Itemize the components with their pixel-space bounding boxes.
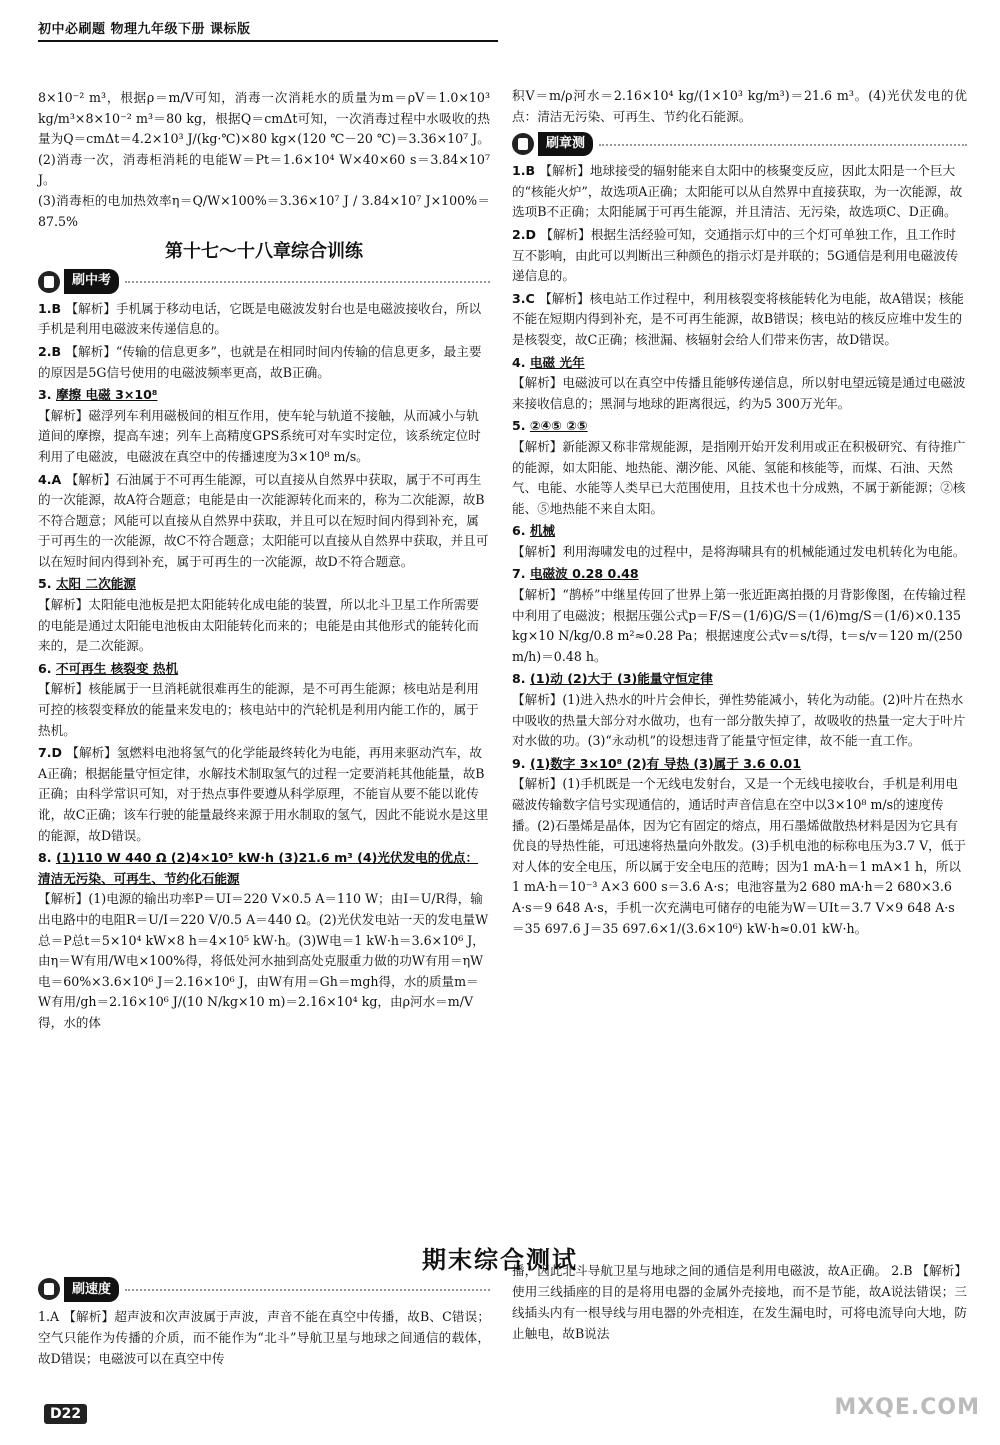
final-exam-title: 期末综合测试: [422, 1246, 578, 1274]
item-explanation: 【解析】氢燃料电池将氢气的化学能最终转化为电能，再用来驱动汽车，故A正确；根据能量守恒定律，水解技术制取氢气的过程一定要消耗其他能量，故B正确；由科学常识可知，对于热点事件要遵从科学原理，不能盲从要不能以讹传讹，故C正确；该车行驶的能量最终来源于用水制取的氢气，因此不能说水是这里的能源，故D错误。: [38, 745, 489, 843]
item-answer: (1)动 (2)大于 (3)能量守恒定律: [529, 671, 713, 687]
answer-item: [38, 574, 490, 656]
item-number: 8.: [512, 671, 530, 687]
badge-label: 刷速度: [64, 1277, 119, 1302]
answer-item: [512, 754, 967, 939]
brush-icon: [512, 133, 534, 155]
left-answer-list: [38, 299, 490, 1034]
section-badge-sudu: [38, 1276, 490, 1302]
brush-icon: [38, 271, 60, 293]
item-number: 1.B: [38, 300, 66, 316]
chapter-title: 第十七～十八章综合训练: [165, 241, 363, 263]
item-answer: 电磁波 0.28 0.48: [529, 566, 639, 582]
item-explanation: 【解析】根据生活经验可知，交通指示灯中的三个灯可单独工作，且工作时互不影响，由此可以判断出三种颜色的指示灯是并联的；5G通信是利用电磁波传递信息的。: [512, 226, 959, 284]
answer-item: [512, 669, 967, 751]
item-explanation: 【解析】地球接受的辐射能来自太阳中的核聚变反应，因此太阳是一个巨大的“核能火炉”，故选项A正确；太阳能可以从自然界中直接获取，为一次能源，故选项B不正确；太阳能属于可再生能源，并且清洁、无污染，故选项C、D正确。: [512, 163, 963, 220]
bottom-right-text: 播，因此北斗导航卫星与地球之间的通信是利用电磁波，故A正确。 2.B 【解析】使用三线插座的目的是将用电器的金属外壳接地，而不是节能，故A说法错误；三线插头内有一根导线与用电器的外壳相连，在发生漏电时，可将电流导向大地，防止触电，故B说法: [512, 1263, 967, 1341]
item-explanation: 【解析】(1)手机既是一个无线电发射台，又是一个无线电接收台，手机是利用电磁波传输数字信号实现通信的，通话时声音信息在空中以3×10⁸ m/s的速度传播。(2)石墨烯是晶体，因为它有固定的熔点，用石墨烯做散热材料是因为它具有优良的导热性能，可迅速将热量向外散发。(3)手机电池的标称电压为3.7 V，低于对人体的安全电压，所以属于安全电压的范畴；因为1 mA·h＝1 mA×1 h，所以1 mA·h＝10⁻³ A×3 600 s＝3.6 A·s；电池容量为2 680 mA·h＝2 680×3.6 A·s＝9 648 A·s，手机一次充满电可储存的电能为W＝UIt＝3.7 V×9 648 A·s＝35 697.6 J＝35 697.6×1/(3.6×10⁶) kW·h≈0.01 kW·h。: [512, 776, 966, 936]
watermark: MXQE.COM: [834, 1395, 980, 1420]
item-explanation: 【解析】新能源又称非常规能源，是指刚开始开发利用或正在积极研究、有待推广的能源，如太阳能、地热能、潮汐能、风能、氢能和核能等，而煤、石油、天然气、电能、水能等人类早已大范围使用，且技术也十分成熟，不属于新能源；②核能、⑤地热能不来自太阳。: [512, 438, 966, 516]
answer-item: [38, 470, 490, 573]
badge-label: 刷中考: [64, 269, 119, 294]
item-answer: (1)数字 3×10⁸ (2)有 导热 (3)属于 3.6 0.01: [529, 755, 801, 771]
answer-item: [512, 225, 967, 287]
page-header: 初中必刷题 物理九年级下册 课标版: [38, 18, 498, 42]
item-answer: 摩擦 电磁 3×10⁸: [55, 387, 158, 403]
right-column: [512, 86, 967, 939]
section-badge-zhangce: [512, 131, 967, 157]
answer-item: [38, 848, 490, 1033]
bottom-left-column: [38, 1272, 490, 1369]
answer-item: [512, 521, 967, 562]
left-column: [38, 88, 490, 1034]
item-explanation: 【解析】(1)进入热水的叶片会伸长，弹性势能减小，转化为动能。(2)叶片在热水中吸收的热量大部分对水做功，也有一部分散失掉了，故吸收的热量一定大于叶片对水做的功。(3)“永动机”的设想违背了能量守恒定律，故不能一直工作。: [512, 692, 966, 749]
item-explanation: 【解析】手机属于移动电话，它既是电磁波发射台也是电磁波接收台，所以手机是利用电磁波来传递信息的。: [38, 300, 482, 337]
dotted-divider: [125, 1288, 490, 1291]
item-number: 2.D: [512, 226, 541, 242]
right-answer-list: [512, 161, 967, 939]
item-number: 4.A: [38, 471, 66, 487]
item-number: 7.D: [38, 745, 67, 761]
item-explanation: 【解析】利用海啸发电的过程中，是将海啸具有的机械能通过发电机转化为电能。: [512, 543, 966, 559]
section-badge-zhongkao: [38, 269, 490, 295]
item-answer: 太阳 二次能源: [55, 576, 136, 592]
item-number: 2.B: [38, 343, 66, 359]
item-explanation: 【解析】“传输的信息更多”，也就是在相同时间内传输的信息更多，最主要的原因是5G信号使用的电磁波频率更高，故B正确。: [38, 343, 482, 380]
item-number: 3.C: [512, 290, 540, 306]
item-answer: 不可再生 核裂变 热机: [55, 660, 179, 676]
item-explanation: 【解析】太阳能电池板是把太阳能转化成电能的装置，所以北斗卫星工作所需要的电能是通过太阳能电池板由太阳能转化而来的；电能是由其他形式的能转化而来的，是二次能源。: [38, 597, 479, 654]
answer-item: [512, 289, 967, 351]
item-explanation: 【解析】核能属于一旦消耗就很难再生的能源，是不可再生能源；核电站是利用可控的核裂变释放的能量来发电的；核电站中的汽轮机是利用内能工作的，属于热机。: [38, 681, 479, 738]
item-answer: 机械: [529, 523, 556, 539]
right-top-para: 积V＝m/ρ河水＝2.16×10⁴ kg/(1×10³ kg/m³)＝21.6 m³。(4)光伏发电的优点：清洁无污染、可再生、节约化石能源。: [512, 88, 967, 124]
bottom-left-text: 1.A 【解析】超声波和次声波属于声波，声音不能在真空中传播，故B、C错误；空气只能作为传播的介质，而不能作为“北斗”导航卫星与地球之间通信的载体，故D错误；电磁波可以在真空中传: [38, 1309, 490, 1366]
item-number: 5.: [38, 576, 56, 592]
answer-item: [38, 743, 490, 846]
answer-item: [512, 161, 967, 223]
answer-item: [38, 342, 490, 383]
left-top-para-1: 8×10⁻² m³，根据ρ＝m/V可知，消毒一次消耗水的质量为m＝ρV＝1.0×10³ kg/m³×8×10⁻² m³＝80 kg，根据Q＝cmΔt可知，一次消毒过程中水吸收的热量为Q＝cmΔt＝4.2×10³ J/(kg·℃)×80 kg×(120 ℃－20 ℃)＝3.36×10⁷ J。: [38, 90, 490, 147]
answer-item: [38, 385, 490, 467]
bottom-right-column: [512, 1260, 967, 1344]
item-explanation: 【解析】“鹊桥”中继星传回了世界上第一张近距离拍摄的月背影像图，在传输过程中利用了电磁波；根据压强公式p＝F/S＝(1/6)G/S＝(1/6)mg/S＝(1/6)×0.135 kg×10 N/kg/0.8 m²≈0.28 Pa；根据速度公式v＝s/t得，t＝s/v＝120 m/(250 m/h)＝0.48 h。: [512, 587, 966, 664]
answer-item: [512, 564, 967, 667]
item-number: 8.: [38, 850, 56, 866]
item-number: 4.: [512, 354, 530, 370]
answer-item: [512, 353, 967, 415]
item-number: 5.: [512, 418, 530, 434]
item-explanation: 【解析】核电站工作过程中，利用核裂变将核能转化为电能，故A错误；核能不能在短期内得到补充，是不可再生能源，故B错误；核电站的核反应堆中发生的是核裂变，故C正确；核泄漏、核辐射会给人们带来伤害，故D错误。: [512, 290, 964, 347]
page-number: D22: [44, 1404, 87, 1424]
answer-item: [512, 416, 967, 519]
item-answer: (1)110 W 440 Ω (2)4×10⁵ kW·h (3)21.6 m³ (4)光伏发电的优点：清洁无污染、可再生、节约化石能源: [38, 850, 479, 886]
item-number: 7.: [512, 566, 530, 582]
item-number: 6.: [512, 523, 530, 539]
left-top-para-2: (2)消毒一次，消毒柜消耗的电能W＝Pt＝1.6×10⁴ W×40×60 s＝3.84×10⁷ J。: [38, 151, 490, 188]
badge-label: 刷章测: [538, 132, 593, 157]
item-explanation: 【解析】(1)电源的输出功率P＝UI＝220 V×0.5 A＝110 W；由I＝U/R得，输出电路中的电阻R＝U/I＝220 V/0.5 A＝440 Ω。(2)光伏发电站一天的发电量W总＝P总t＝5×10⁴ kW×8 h＝4×10⁵ kW·h。(3)W电＝1 kW·h＝3.6×10⁶ J，由η＝W有用/W电×100%得，将低处河水抽到高处克服重力做的功W有用＝ηW电＝60%×3.6×10⁶ J＝2.16×10⁶ J，由W有用＝Gh＝mgh得，水的质量m＝W有用/gh＝2.16×10⁶ J/(10 N/kg×10 m)＝2.16×10⁴ kg，由ρ河水＝m/V得，水的体: [38, 891, 489, 1030]
dotted-divider: [599, 143, 967, 146]
brush-icon: [38, 1278, 60, 1300]
item-number: 1.B: [512, 163, 540, 179]
left-top-para-3: (3)消毒柜的电加热效率η＝Q/W×100%＝3.36×10⁷ J / 3.84×10⁷ J×100%＝87.5%: [38, 192, 490, 229]
answer-item: [38, 299, 490, 340]
item-number: 6.: [38, 660, 56, 676]
item-number: 3.: [38, 387, 56, 403]
dotted-divider: [125, 280, 490, 283]
answer-item: [38, 659, 490, 741]
item-explanation: 【解析】电磁波可以在真空中传播且能够传递信息，所以射电望远镜是通过电磁波来接收信息的；黑洞与地球的距离很远，约为5 300万光年。: [512, 375, 966, 411]
item-explanation: 【解析】磁浮列车利用磁极间的相互作用，使车轮与轨道不接触，从而减小与轨道间的摩擦，提高车速；列车上高精度GPS系统可对车实时定位，该系统定位时利用了电磁波，电磁波在真空中的传播速度为3×10⁸ m/s。: [38, 407, 481, 464]
item-answer: ②④⑤ ②⑤: [529, 418, 588, 434]
item-number: 9.: [512, 755, 530, 771]
item-answer: 电磁 光年: [529, 354, 585, 370]
item-explanation: 【解析】石油属于不可再生能源，可以直接从自然界中获取，属于不可再生的一次能源，故A符合题意；电能是由一次能源转化而来的，称为二次能源，故B不符合题意；风能可以直接从自然界中获取，并且可以在短时间内得到补充，属于可再生的一次能源，故C不符合题意；太阳能可以直接从自然界中获取，并且可以在短时间内得到补充，属于可再生的一次能源，故D不符合题意。: [38, 471, 489, 569]
